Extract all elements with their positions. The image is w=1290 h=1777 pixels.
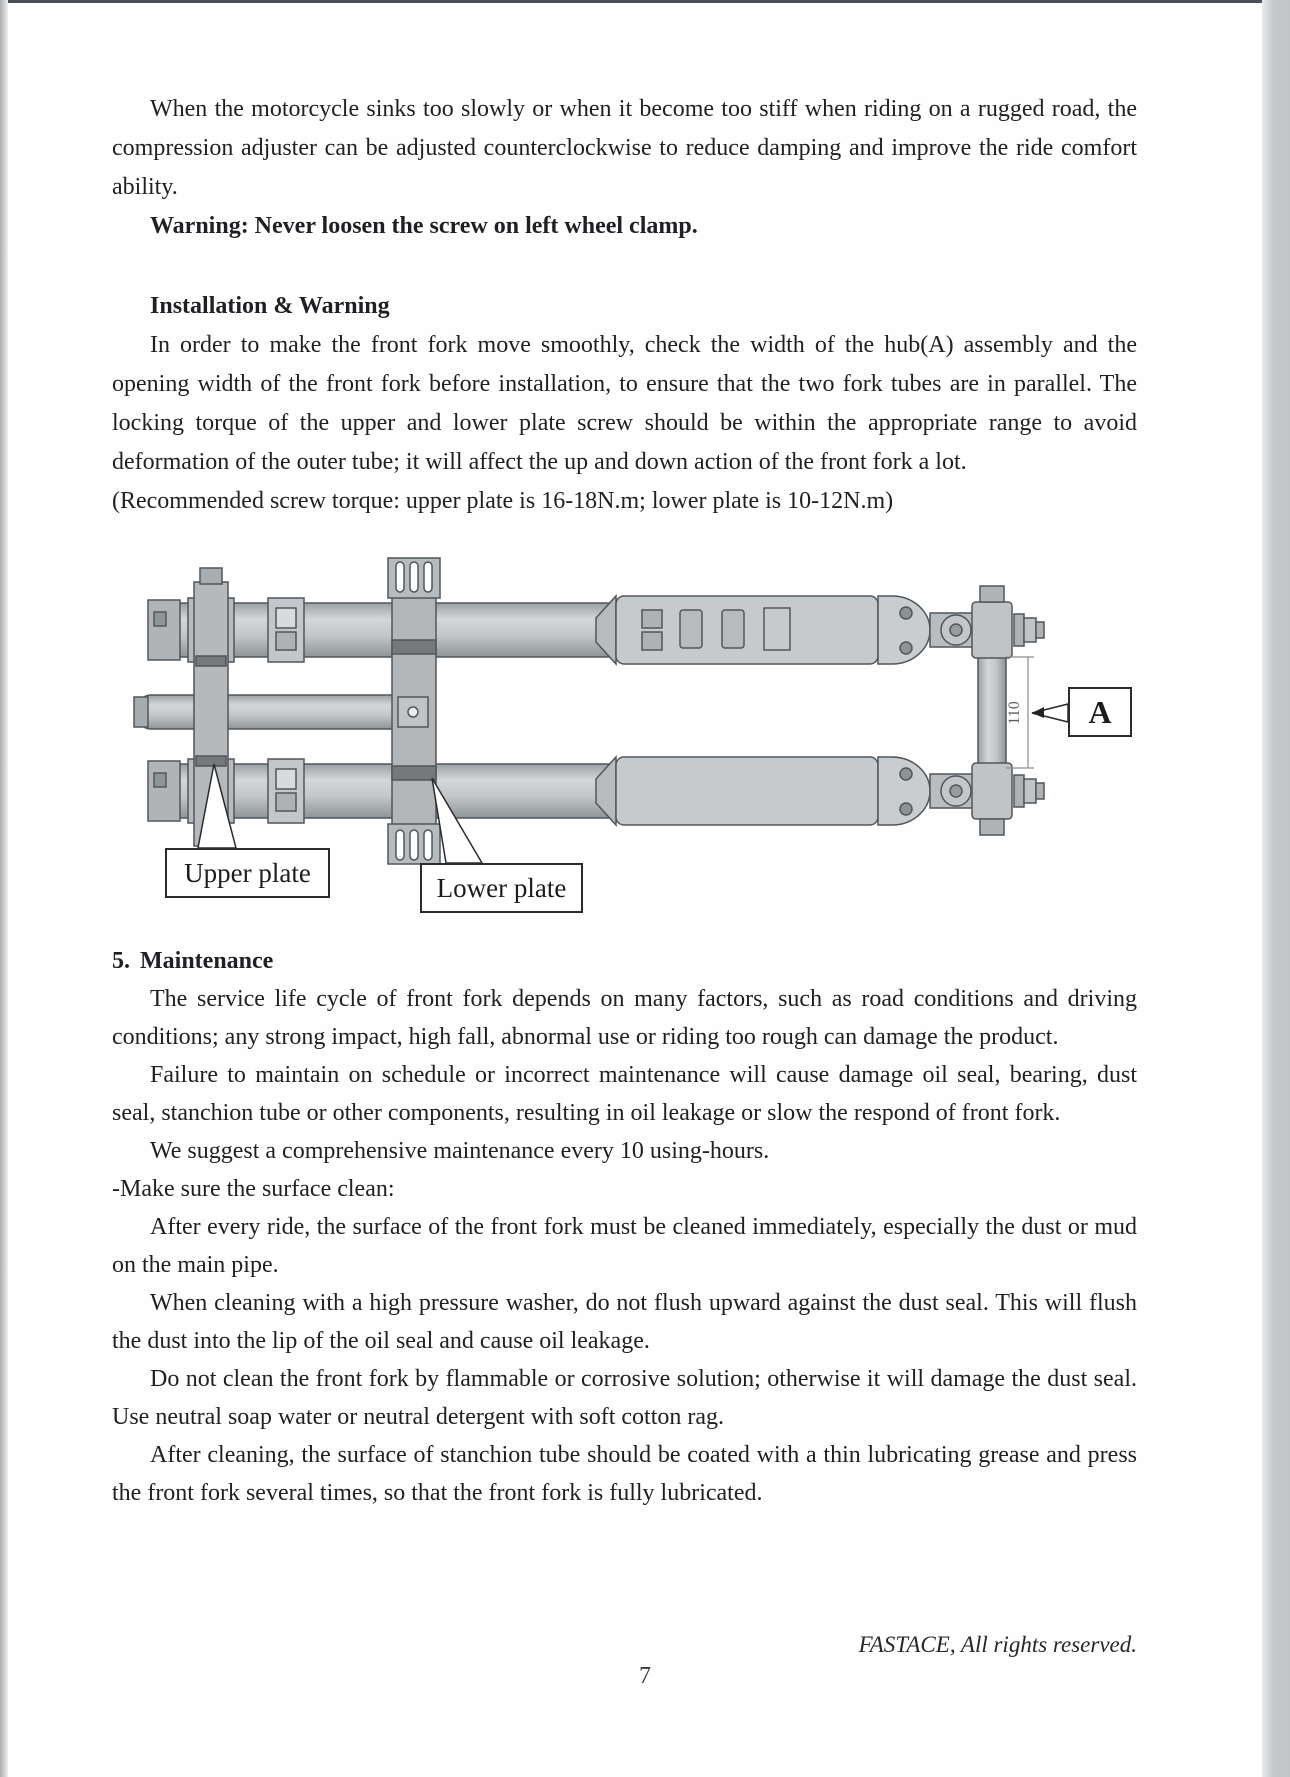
maintenance-heading — [112, 942, 1137, 980]
upper-plate-label: Upper plate — [184, 857, 311, 888]
paragraph-installation: In order to make the front fork move smoothly, check the width of the hub(A) assembly and the opening width of the front fork before installation, to ensure that the two fork tubes are in parallel. The locking torque of the upper and lower plate screw should be within the appropriate range to avoid deformation of the outer tube; it will affect the up and down action of the front fork a lot. — [112, 332, 1137, 475]
maintenance-text-block — [112, 942, 1137, 1512]
paragraph-pressure-washer: When cleaning with a high pressure washer, do not flush upward against the dust seal. This will flush the dust into the lip of the oil seal and cause oil leakage. — [112, 1290, 1137, 1354]
hub-a-label: A — [1088, 693, 1112, 730]
lower-plate-bracket — [388, 558, 440, 864]
upper-plate-callout — [165, 848, 330, 898]
maintenance-title: Maintenance — [140, 948, 274, 974]
footer-copyright: FASTACE, All rights reserved. — [858, 1632, 1137, 1657]
paragraph-compression-adjuster: When the motorcycle sinks too slowly or when it become too stiff when riding on a rugged road, the compression adjuster can be adjusted counterclockwise to reduce damping and improve the ride comfort ability. — [112, 96, 1137, 200]
top-axle-clamp — [972, 602, 1012, 658]
front-fork-figure — [130, 556, 1140, 926]
hub-a-callout — [1068, 687, 1132, 737]
dimension-label: 110 — [1006, 701, 1023, 725]
installation-warning-heading: Installation & Warning — [150, 293, 390, 319]
bottom-outer-tube — [616, 757, 878, 825]
scan-right-edge — [1262, 0, 1290, 1777]
maintenance-number: 5. — [112, 948, 130, 974]
paragraph-suggest: We suggest a comprehensive maintenance every 10 using-hours. — [150, 1138, 770, 1164]
paragraph-lubrication: After cleaning, the surface of stanchion tube should be coated with a thin lubricating grease and press the front fork several times, so that the front fork is fully lubricated. — [112, 1442, 1137, 1506]
lower-plate-callout — [420, 863, 583, 913]
paragraph-after-ride: After every ride, the surface of the front fork must be cleaned immediately, especially the dust or mud on the main pipe. — [112, 1214, 1137, 1278]
torque-note: (Recommended screw torque: upper plate is 16-18N.m; lower plate is 10-12N.m) — [112, 488, 894, 514]
paragraph-no-solvent: Do not clean the front fork by flammable or corrosive solution; otherwise it will damage the dust seal. Use neutral soap water or neutral detergent with soft cotton rag. — [112, 1366, 1137, 1430]
upper-text-block — [112, 90, 1137, 521]
paragraph-surface-clean: -Make sure the surface clean: — [112, 1176, 395, 1202]
scan-top-edge — [0, 0, 1290, 3]
lower-plate-label: Lower plate — [436, 872, 567, 903]
fork-assembly — [134, 558, 1044, 864]
steering-stem — [138, 695, 430, 729]
bottom-axle-clamp — [972, 763, 1012, 819]
scan-left-edge — [0, 0, 8, 1777]
paragraph-service-life: The service life cycle of front fork depends on many factors, such as road conditions and driving conditions; any strong impact, high fall, abnormal use or riding too rough can damage the product. — [112, 986, 1137, 1050]
warning-line: Warning: Never loosen the screw on left wheel clamp. — [150, 213, 698, 239]
top-outer-tube — [616, 596, 878, 664]
page-number: 7 — [639, 1663, 651, 1689]
paragraph-failure: Failure to maintain on schedule or incorrect maintenance will cause damage oil seal, bearing, dust seal, stanchion tube or other components, resulting in oil leakage or slow the respond of front fork. — [112, 1062, 1137, 1126]
